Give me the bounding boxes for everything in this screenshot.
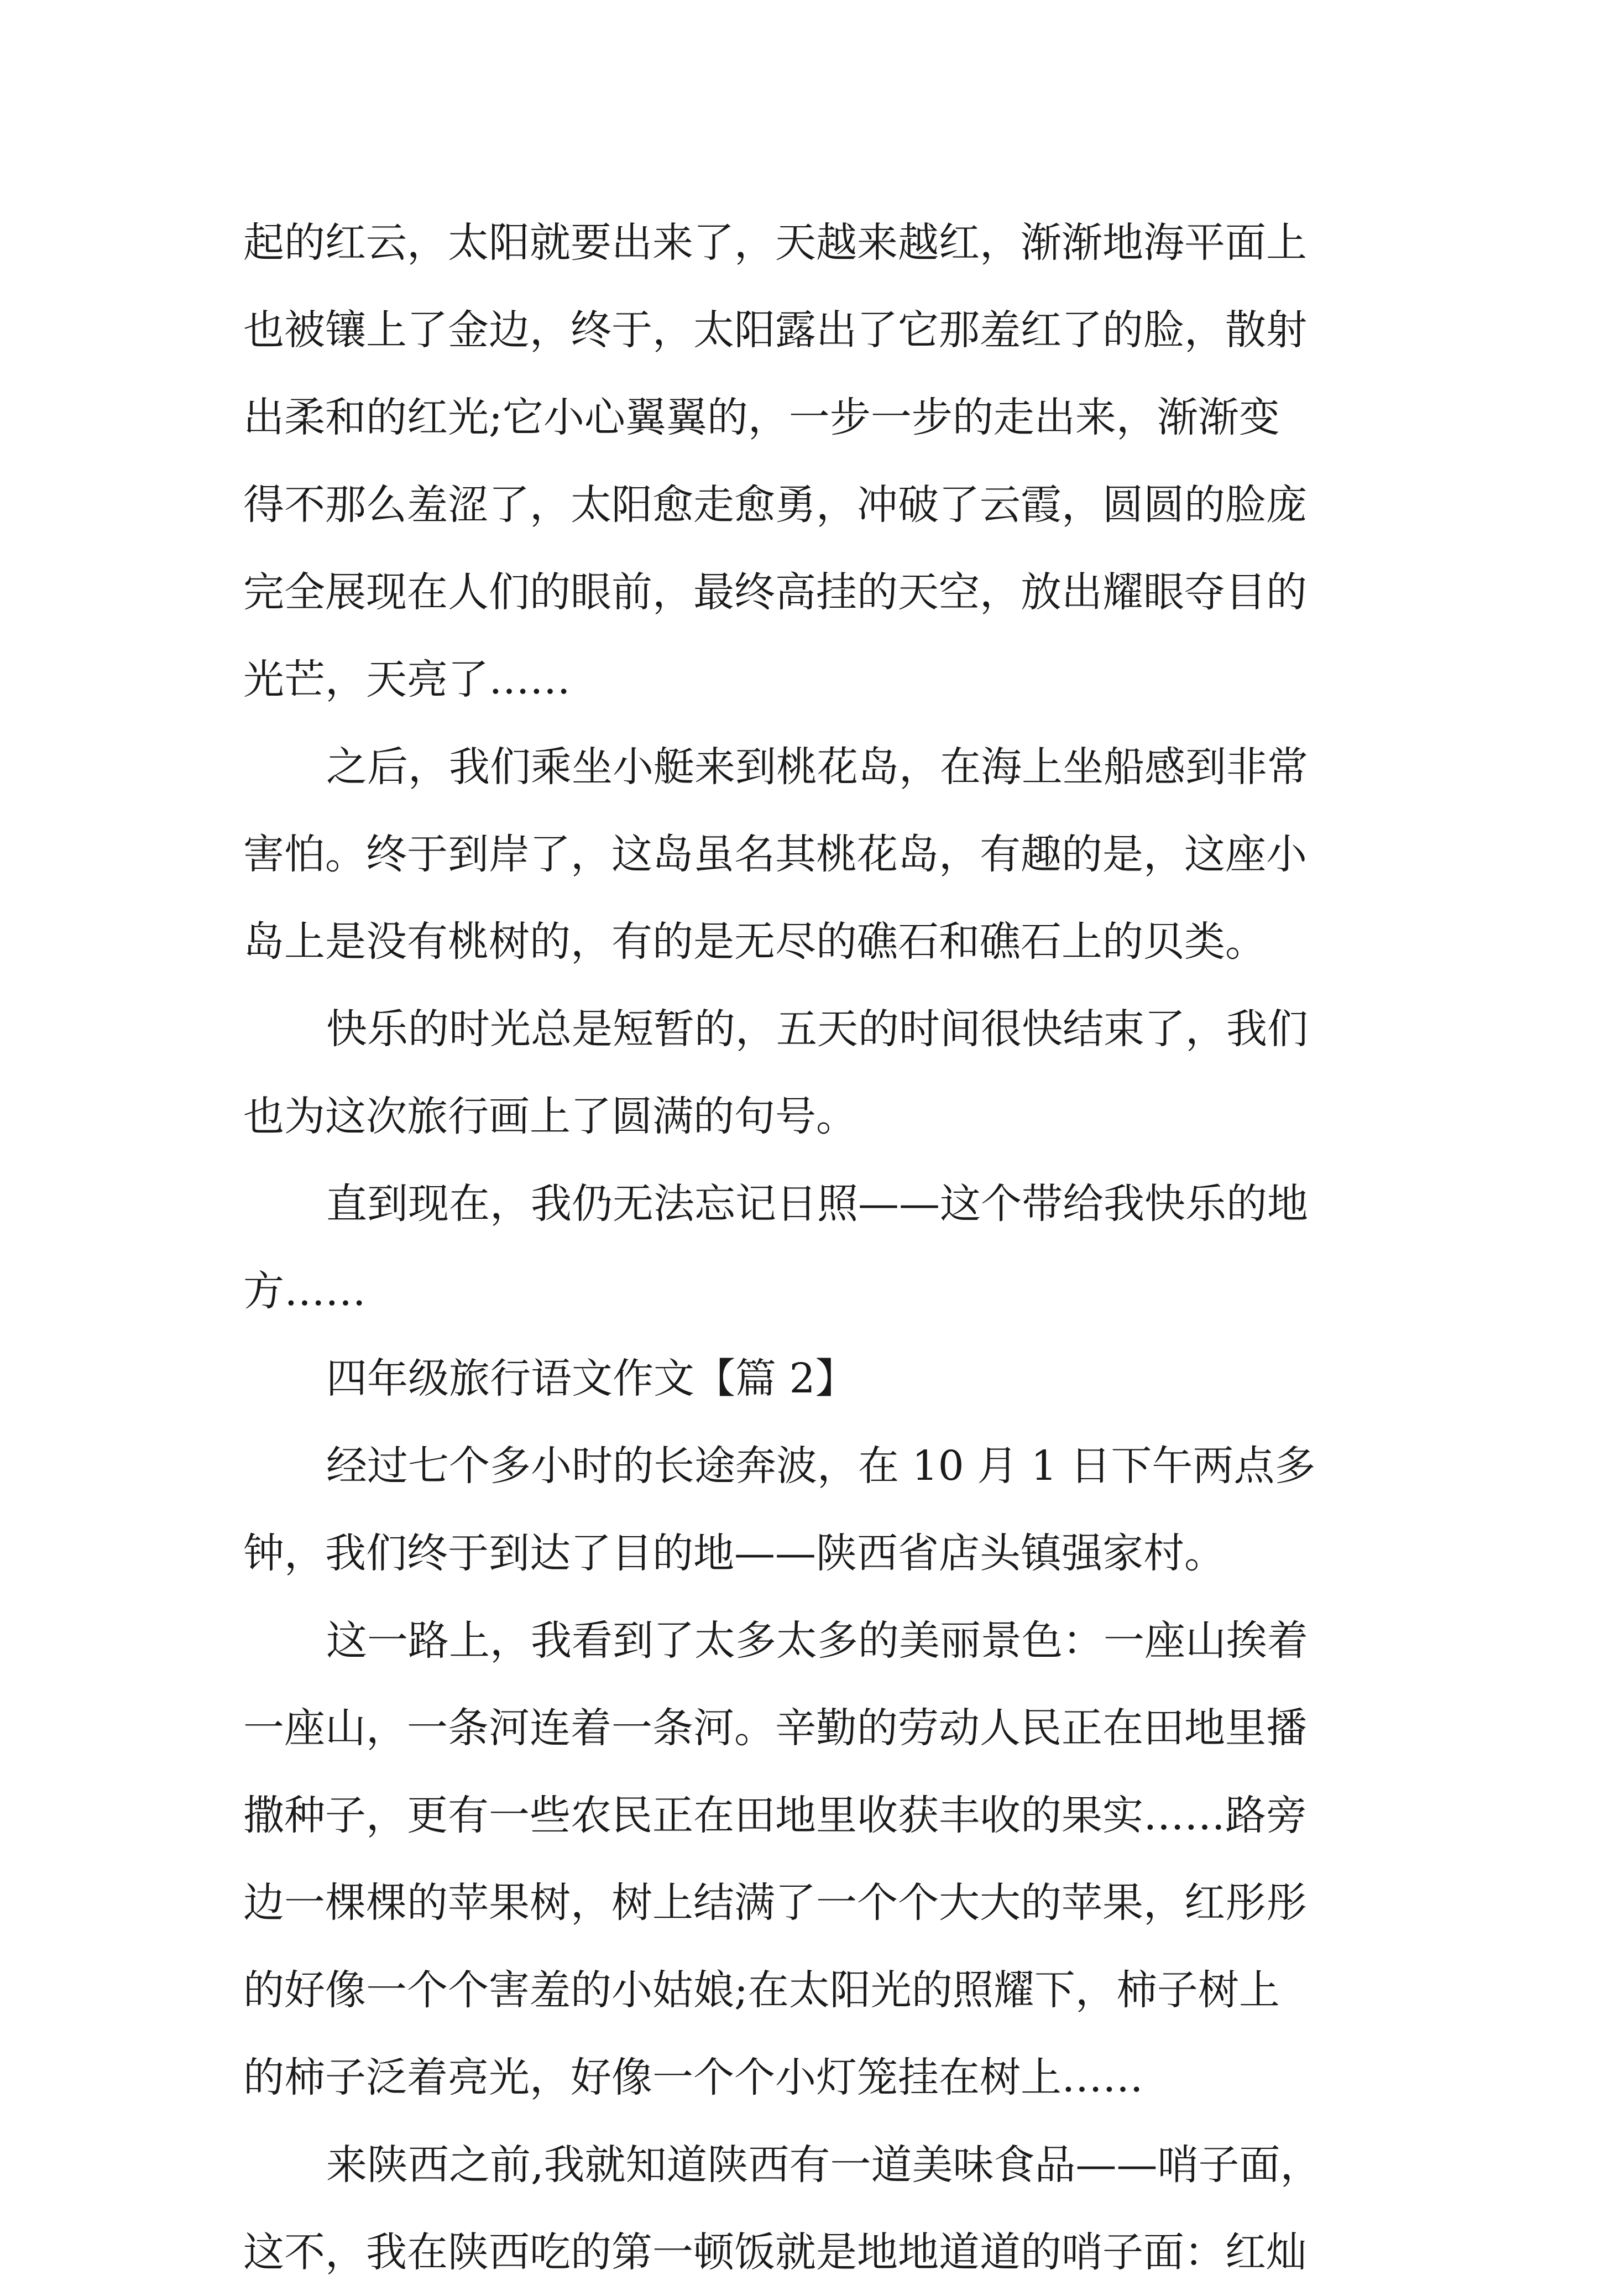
text-line: 的好像一个个害羞的小姑娘;在太阳光的照耀下，柿子树上: [243, 1966, 1280, 2014]
text-line: 完全展现在人们的眼前，最终高挂的天空，放出耀眼夺目的: [243, 568, 1307, 616]
text-line: 也被镶上了金边，终于，太阳露出了它那羞红了的脸，散射: [243, 306, 1307, 354]
text-line: 一座山，一条河连着一条河。辛勤的劳动人民正在田地里播: [243, 1704, 1307, 1752]
text-line: 来陕西之前,我就知道陕西有一道美味食品——哨子面，: [326, 2141, 1321, 2189]
text-line: 快乐的时光总是短暂的，五天的时间很快结束了，我们: [326, 1005, 1308, 1053]
text-line: 岛上是没有桃树的，有的是无尽的礁石和礁石上的贝类。: [243, 918, 1266, 966]
text-line: 也为这次旅行画上了圆满的句号。: [243, 1093, 857, 1140]
text-line: 四年级旅行语文作文【篇 2】: [326, 1355, 856, 1402]
text-line: 的柿子泛着亮光，好像一个个小灯笼挂在树上……: [243, 2054, 1143, 2101]
text-line: 之后，我们乘坐小艇来到桃花岛，在海上坐船感到非常: [326, 743, 1308, 791]
text-line: 边一棵棵的苹果树，树上结满了一个个大大的苹果，红彤彤: [243, 1879, 1307, 1927]
document-body: [243, 199, 1366, 2296]
text-line: 方……: [243, 1267, 366, 1315]
text-line: 经过七个多小时的长途奔波，在 10 月 1 日下午两点多: [326, 1442, 1316, 1490]
text-line: 钟，我们终于到达了目的地——陕西省店头镇强家村。: [243, 1530, 1225, 1577]
text-line: 光芒，天亮了……: [243, 656, 571, 703]
text-line: 得不那么羞涩了，太阳愈走愈勇，冲破了云霞，圆圆的脸庞: [243, 481, 1307, 529]
text-line: 起的红云，太阳就要出来了，天越来越红，渐渐地海平面上: [243, 219, 1307, 267]
text-line: 直到现在，我仍无法忘记日照——这个带给我快乐的地: [326, 1180, 1308, 1228]
text-line: 出柔和的红光;它小心翼翼的，一步一步的走出来，渐渐变: [243, 394, 1280, 441]
text-line: 害怕。终于到岸了，这岛虽名其桃花岛，有趣的是，这座小: [243, 831, 1307, 878]
text-line: 这不，我在陕西吃的第一顿饭就是地地道道的哨子面：红灿: [243, 2229, 1307, 2276]
text-line: 撒种子，更有一些农民正在田地里收获丰收的果实……路旁: [243, 1792, 1307, 1839]
text-line: 这一路上，我看到了太多太多的美丽景色：一座山挨着: [326, 1617, 1308, 1664]
